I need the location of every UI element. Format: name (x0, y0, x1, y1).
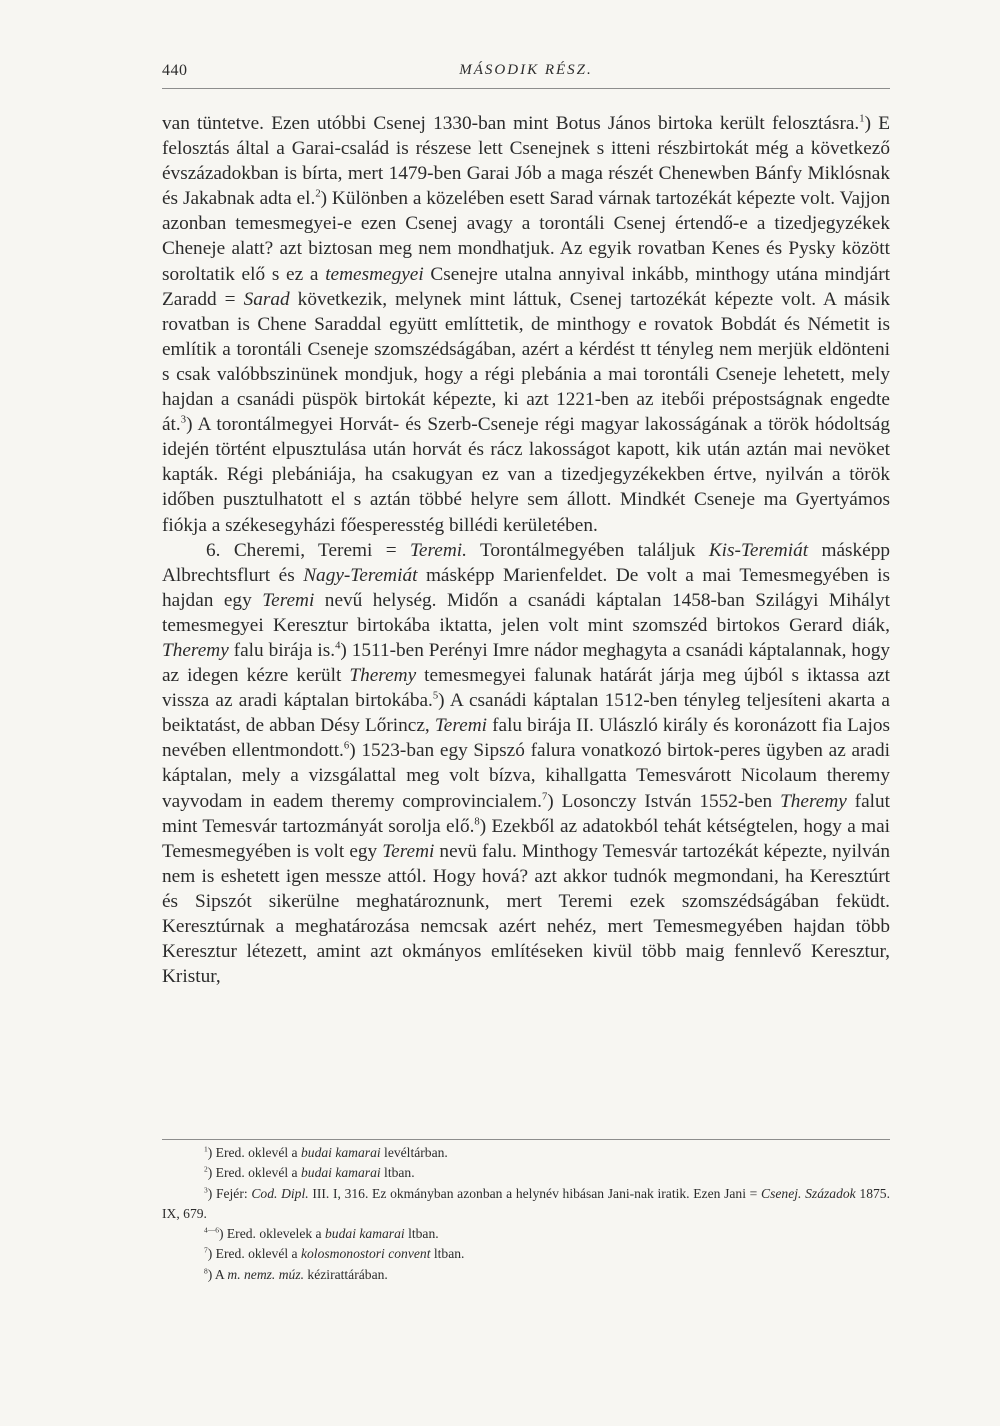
page-number: 440 (162, 62, 188, 79)
footnote-rule (162, 1139, 890, 1140)
footnote-mark: 1 (204, 1144, 208, 1154)
footnote-mark: 7 (204, 1245, 208, 1255)
italic-term: Theremy (780, 790, 847, 812)
text-run: III. I, 316. Ez okmányban azonban a helynév hibásan Jani-nak iratik. Ezen Jani = (308, 1185, 762, 1201)
footnote (162, 1265, 890, 1285)
text-run: ltban. (404, 1226, 439, 1242)
text-run: levéltárban. (380, 1145, 448, 1160)
text-run: Csenejre utalna annyival inkább, minthogy utána mindjárt Zaradd = (162, 263, 891, 310)
text-run: ) Ered. oklevél a (207, 1145, 301, 1160)
text-run: ) Ered. oklevél a (207, 1246, 301, 1262)
text-run: ) Ered. oklevél a (207, 1165, 301, 1181)
footnote (162, 1244, 890, 1264)
italic-term: Sarad (243, 288, 290, 310)
footnotes (162, 1143, 890, 1285)
footnote-mark: 4—6 (204, 1225, 219, 1235)
text-run: következik, melynek mint láttuk, Csenej tartozékát képezte volt. A másik rovatban is Chene Saraddal együtt említtetik, de minthogy e rovatok Bobdát és Németit is említik a torontáli Cseneje szomszédságában, azért a kérdést tt tényleg nem merjük eldönteni s csak valóbbszinünek mondjuk, hogy a régi plebánia a mai torontáli Cseneje lehetett, mely hajdan a csanádi püspök birtokát képezte, ki azt 1221-ben az itebői prépostságnak engedte át. (162, 288, 890, 436)
text-run: ltban. (430, 1246, 465, 1262)
italic-term: Theremy (162, 639, 229, 661)
footnote-ref: 4 (335, 640, 341, 652)
footnote (162, 1143, 890, 1163)
italic-term: Kis-Teremiát (708, 539, 809, 561)
text-run: ltban. (380, 1165, 415, 1181)
footnote-ref: 5 (432, 690, 439, 702)
paragraph (162, 111, 890, 538)
italic-term: Teremi. (409, 539, 467, 561)
footnote-ref: 8 (474, 816, 480, 828)
text-run: másképp Marienfeldet. De volt a mai Temesmegyében is hajdan egy (162, 564, 890, 611)
text-run: falu birája is. (228, 639, 336, 661)
italic-term: Teremi (262, 589, 315, 611)
text-run: falu birája II. Ulászló király és koronázott fia Lajos nevében ellentmondott. (162, 715, 890, 762)
footnote-mark: 8 (204, 1266, 208, 1276)
footnote-ref: 3 (180, 414, 187, 426)
footnote (162, 1163, 890, 1183)
text-run: másképp Albrechtsflurt és (162, 539, 890, 586)
text-run: ) Losonczy István 1552-ben (547, 790, 781, 812)
footnote-ref: 1 (859, 113, 865, 125)
header-rule (162, 88, 890, 89)
text-run: ) A (207, 1266, 228, 1282)
footnote (162, 1184, 890, 1225)
italic-term: Cod. Dipl. (251, 1185, 309, 1201)
italic-term: Csenej. Századok (761, 1185, 856, 1201)
text-run: kézirattárában. (304, 1266, 388, 1282)
text-run: ) A csanádi káptalan 1512-ben tényleg teljesíteni akarta a beiktatást, de abban Désy Lőrincz, (162, 690, 890, 737)
text-run: temesmegyei falunak határát járja meg újból s iktassa azt vissza az aradi káptalan birtokába. (162, 665, 890, 712)
text-run: falut mint Temesvár tartozmányát sorolja elő. (162, 790, 891, 837)
italic-term: m. nemz. múz. (227, 1266, 305, 1282)
italic-term: temesmegyei (325, 263, 424, 285)
text-run: ) 1511-ben Perényi Imre nádor meghagyta a csanádi káptalannak, hogy az idegen kézre került (162, 639, 890, 687)
text-run: ) Fejér: (207, 1185, 252, 1201)
text-run: nevű helység. Midőn a csanádi káptalan 1458-ban Szilágyi Mihályt temesmegyei Keresztur birtokába iktatta, jelen volt mint szomszéd birtokos Gerard diák, (162, 589, 890, 636)
running-head (162, 62, 890, 86)
paragraph (162, 538, 890, 990)
text-run: Torontálmegyében találjuk (466, 539, 709, 561)
main-text (162, 111, 890, 989)
italic-term: budai kamarai (325, 1226, 405, 1242)
running-title: MÁSODIK RÉSZ. (459, 62, 593, 78)
text-run: ) 1523-ban egy Sipszó falura vonatkozó birtok-peres ügyben az aradi káptalan, mely a vizsgálattal meg volt bízva, kihallgatta Temesvárott Nicolaum theremy vayvodam in eadem theremy comprovincialem. (162, 740, 891, 812)
italic-term: Teremi (434, 715, 487, 737)
italic-term: Nagy-Teremiát (303, 564, 418, 586)
text-run: nevü falu. Minthogy Temesvár tartozékát képezte, nyilván nem is eshetett igen messze attól. Hogy hová? azt akkor tudnók megmondani, ha Keresztúrt és Sipszót sikerülne meghatároznunk, mert Teremi ezek szomszédságában feküdt. Keresztúrnak a meghatározása nemcsak azért nehéz, mert Temesmegyében hajdan több Keresztur létezett, amint azt okmányos említéseken kivül több maig fennlevő Keresztur, Kristur, (162, 840, 890, 988)
italic-term: Theremy (349, 665, 417, 687)
italic-term: budai kamarai (300, 1165, 381, 1181)
text-run: ) E felosztás által a Garai-család is részese lett Csenejnek s itteni részbirtokát még a következő évszázadokban is bírta, mert 1479-ben Garai Jób a maga részét Chenewben Bánfy Miklósnak és Jakabnak adta el. (162, 113, 890, 210)
footnote-mark: 3 (204, 1185, 208, 1195)
footnote-ref: 6 (343, 740, 350, 752)
text-run: 1875. IX, 679. (162, 1185, 890, 1221)
footnote (162, 1224, 890, 1244)
italic-term: kolosmonostori convent (300, 1246, 431, 1262)
footnote-ref: 2 (315, 188, 321, 200)
text-run: 6. Cheremi, Teremi = (206, 539, 410, 561)
text-run: ) Különben a közelében esett Sarad várnak tartozékát képezte volt. Vajjon azonban temesmegyei-e ezen Csenej avagy a torontáli Csenej értendő-e a tizedjegyzékek Cheneje alatt? azt biztosan meg nem mondhatjuk. Az egyik rovatban Kenes és Pysky között soroltatik elő s ez a (162, 188, 890, 285)
text-run: ) Ered. oklevelek a (218, 1226, 325, 1242)
footnote-mark: 2 (204, 1164, 208, 1174)
italic-term: Teremi (382, 840, 435, 862)
text-run: ) A torontálmegyei Horvát- és Szerb-Cseneje régi magyar lakosságának a török hódoltság idején történt elpusztulása után horvát és rácz lakosságot kapott, kik után aztán mai nevöket kapták. Régi plebániája, ha csakugyan ez van a tizedjegyzékekben értve, nyilván a török időben pusztulhatott el s aztán többé helyre sem állott. Mindkét Cseneje ma Gyertyámos fiókja a székesegyházi főesperesstég billédi kerületében. (162, 414, 890, 536)
text-run: van tüntetve. Ezen utóbbi Csenej 1330-ban mint Botus János birtoka került felosztásra. (162, 113, 860, 134)
italic-term: budai kamarai (300, 1145, 381, 1160)
footnote-ref: 7 (541, 791, 548, 803)
text-run: ) Ezekből az adatokból tehát kétségtelen, hogy a mai Temesmegyében is volt egy (162, 815, 891, 862)
